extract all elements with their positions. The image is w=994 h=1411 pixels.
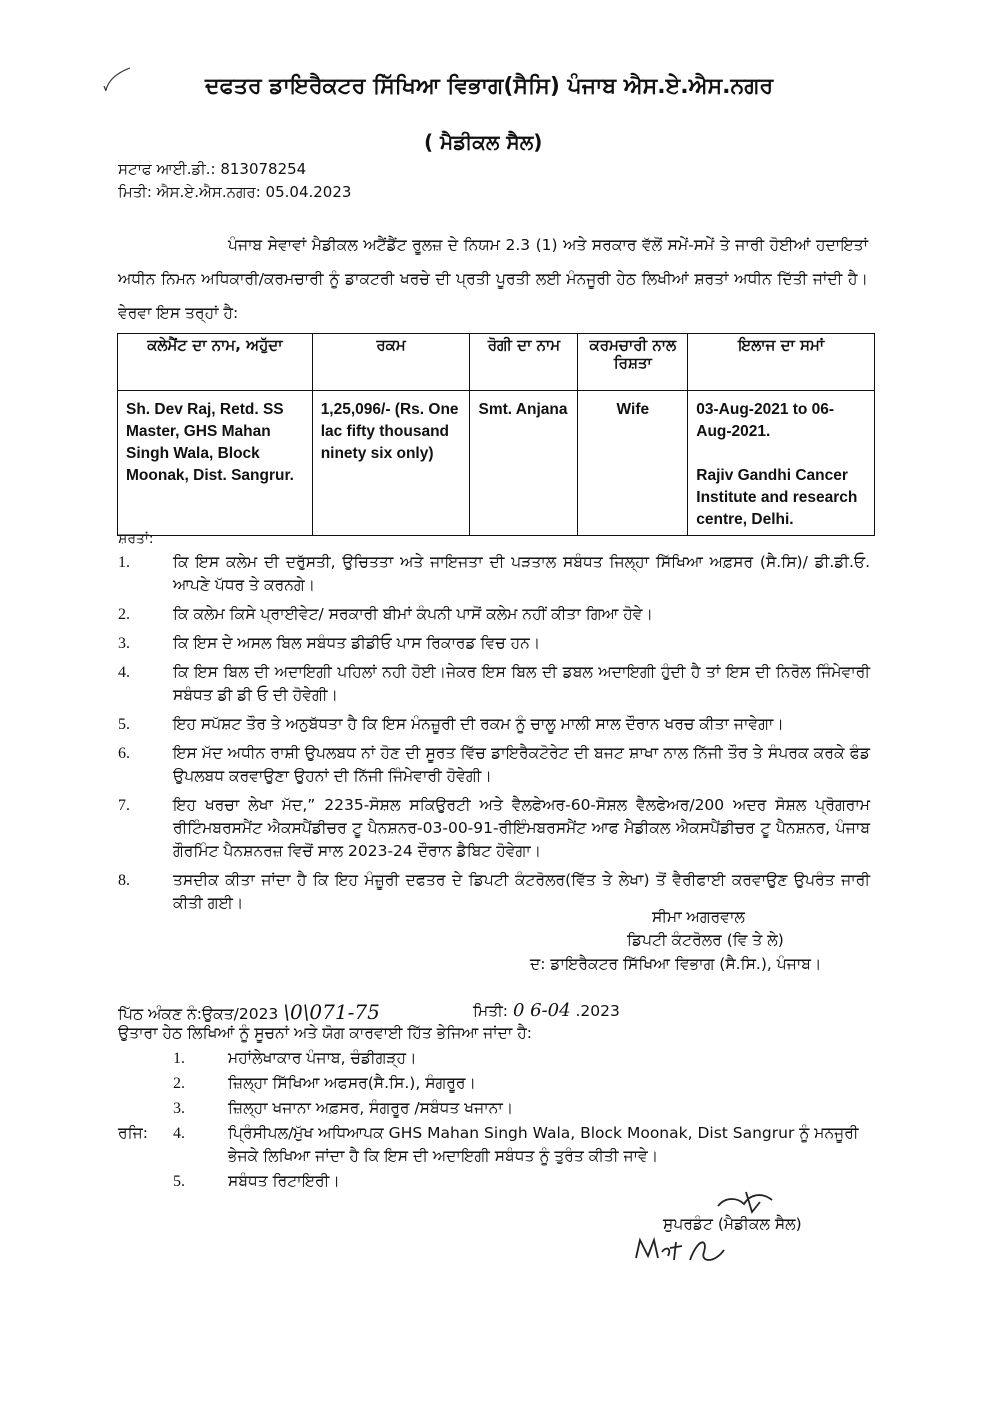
signature-mark-bottom (628, 1232, 738, 1272)
list-item (118, 632, 870, 655)
col-claimant-header: ਕਲੇਮੈਂਟ ਦਾ ਨਾਮ, ਅਹੁੱਦਾ (118, 334, 313, 391)
item-number: 5. (173, 1173, 185, 1190)
list-item (118, 742, 870, 788)
item-number: 1. (118, 554, 130, 571)
item-text: ਇਸ ਮੱਦ ਅਧੀਨ ਰਾਸ਼ੀ ਉਪਲਬਧ ਨਾਂ ਹੋਣ ਦੀ ਸੂਰਤ ਵਿੱਚ ਡਾਇਰੈਕਟੋਰੇਟ ਦੀ ਬਜਟ ਸ਼ਾਖਾ ਨਾਲ ਨਿੱਜੀ ਤੌਰ ਤੇ ਸੰਪਰਕ ਕਰਕੇ ਫੰਡ ਉਪਲਬਧ ਕਰਵਾਉਣਾ ਉਹਨਾਂ ਦੀ ਨਿੱਜੀ ਜਿੰਮੇਵਾਰੀ ਹੋਵੇਗੀ। (173, 744, 870, 785)
treatment-dates: 03-Aug-2021 to 06-Aug-2021. (696, 401, 835, 440)
item-text: ਜ਼ਿਲ੍ਹਾ ਸਿੱਖਿਆ ਅਫਸਰ(ਸੈ.ਸਿ.), ਸੰਗਰੂਰ। (228, 1074, 476, 1092)
list-item (118, 869, 870, 915)
endorsement-intro: ਉਤਾਰਾ ਹੇਠ ਲਿਖਿਆਂ ਨੂੰ ਸੂਚਨਾਂ ਅਤੇ ਯੋਗ ਕਾਰਵਾਈ ਹਿੱਤ ਭੇਜਿਆ ਜਾਂਦਾ ਹੈ: (118, 1024, 533, 1042)
endorsement-date-hand: 0 6-04 (512, 1000, 571, 1021)
registered-label: ਰਜਿ: (118, 1124, 148, 1142)
signatory-name: ਸੀਮਾ ਅਗਰਵਾਲ (652, 908, 745, 926)
cell-patient: Smt. Anjana (470, 391, 578, 536)
intro-paragraph: ਪੰਜਾਬ ਸੇਵਾਵਾਂ ਮੈਡੀਕਲ ਅਟੈਂਡੈਂਟ ਰੂਲਜ਼ ਦੇ ਨਿਯਮ 2.3 (1) ਅਤੇ ਸਰਕਾਰ ਵੱਲੋਂ ਸਮੇਂ-ਸਮੇਂ ਤੇ ਜਾਰੀ ਹੋਈਆਂ ਹਦਾਇਤਾਂ ਅਧੀਨ ਨਿਮਨ ਅਧਿਕਾਰੀ/ਕਰਮਚਾਰੀ ਨੂੰ ਡਾਕਟਰੀ ਖਰਚੇ ਦੀ ਪ੍ਰਤੀ ਪੂਰਤੀ ਲਈ ਮੰਨਜੂਰੀ ਹੇਠ ਲਿਖੀਆਂ ਸ਼ਰਤਾਂ ਅਧੀਨ ਦਿੱਤੀ ਜਾਂਦੀ ਹੈ। ਵੇਰਵਾ ਇਸ ਤਰ੍ਹਾਂ ਹੈ: (118, 236, 868, 322)
item-text: ਜ਼ਿਲ੍ਹਾ ਖਜਾਨਾ ਅਫ਼ਸਰ, ਸੰਗਰੂਰ /ਸਬੰਧਤ ਖਜਾਨਾ। (228, 1099, 514, 1117)
conditions-label: ਸ਼ਰਤਾਂ: (118, 531, 154, 547)
item-text: ਕਿ ਇਸ ਕਲੇਮ ਦੀ ਦਰੁੱਸਤੀ, ਉਚਿਤਤਾ ਅਤੇ ਜਾਇਜਤਾ ਦੀ ਪੜਤਾਲ ਸਬੰਧਤ ਜਿਲ੍ਹਾ ਸਿੱਖਿਆ ਅਫ਼ਸਰ (ਸੈ.ਸਿ)/ ਡੀ.ਡੀ.ਓ. ਆਪਣੇ ਪੱਧਰ ਤੇ ਕਰਨਗੇ। (173, 553, 870, 594)
item-number: 3. (118, 635, 130, 652)
list-item (118, 794, 870, 863)
item-number: 7. (118, 797, 130, 814)
list-item (118, 713, 870, 736)
signatory-office: ਦ: ਡਾਇਰੈਕਟਰ ਸਿੱਖਿਆ ਵਿਭਾਗ (ਸੈ.ਸਿ.), ਪੰਜਾਬ। (530, 955, 822, 973)
endorsement-date-prefix: ਮਿਤੀ: (473, 1002, 508, 1020)
office-title: ਦਫਤਰ ਡਾਇਰੈਕਟਰ ਸਿੱਖਿਆ ਵਿਭਾਗ(ਸੈਸਿ) ਪੰਜਾਬ ਐਸ.ਏ.ਐਸ.ਨਗਰ (205, 74, 774, 99)
item-text: ਇਹ ਖਰਚਾ ਲੇਖਾ ਮੱਦ,” 2235-ਸੋਸ਼ਲ ਸਕਿਉਰਟੀ ਅਤੇ ਵੈਲਫੇਅਰ-60-ਸੋਸ਼ਲ ਵੈਲਫੇਅਰ/200 ਅਦਰ ਸੋਸ਼ਲ ਪ੍ਰੋਗਰਾਮ ਰੀਟਿੰਮਬਰਸਮੈਂਟ ਐਕਸਪੈਂਡੀਚਰ ਟੂ ਪੈਨਸ਼ਨਰ-03-00-91-ਰੀਇੰਮਬਰਸਮੈਂਟ ਆਫ ਮੈਡੀਕਲ ਐਕਸਪੈਂਡੀਚਰ ਟੂ ਪੈਨਸ਼ਨਰ, ਪੰਜਾਬ ਗੌਰਮਿੰਟ ਪੈਨਸ਼ਨਰਜ਼ ਵਿਚੋਂ ਸਾਲ 2023-24 ਦੌਰਾਨ ਡੈਬਿਟ ਹੋਵੇਗਾ। (173, 796, 870, 860)
item-number: 8. (118, 872, 130, 889)
item-text: ਮਹਾਂਲੇਖਾਕਾਰ ਪੰਜਾਬ, ਚੰਡੀਗੜ੍ਹ। (228, 1049, 417, 1067)
item-text: ਕਿ ਕਲੇਮ ਕਿਸੇ ਪ੍ਰਾਈਵੇਟ/ ਸਰਕਾਰੀ ਬੀਮਾਂ ਕੰਪਨੀ ਪਾਸੋਂ ਕਲੇਮ ਨਹੀਂ ਕੀਤਾ ਗਿਆ ਹੋਵੇ। (173, 605, 653, 623)
claim-table (117, 333, 875, 536)
item-number: 5. (118, 716, 130, 733)
pen-mark (100, 60, 140, 96)
superintendent-label: ਸੁਪਰਡੰਟ (ਮੈਡੀਕਲ ਸੈਲ) (663, 1215, 802, 1233)
item-number: 2. (173, 1075, 185, 1092)
cell-title: ( ਮੈਡੀਕਲ ਸੈਲ) (424, 130, 543, 154)
hospital-name: Rajiv Gandhi Cancer Institute and research centre, Delhi. (696, 467, 858, 528)
item-number: 6. (118, 745, 130, 762)
table-row (118, 391, 875, 536)
item-text: ਤਸਦੀਕ ਕੀਤਾ ਜਾਂਦਾ ਹੈ ਕਿ ਇਹ ਮੰਜ਼ੂਰੀ ਦਫਤਰ ਦੇ ਡਿਪਟੀ ਕੰਟਰੋਲਰ(ਵਿੱਤ ਤੇ ਲੇਖਾ) ਤੋਂ ਵੈਰੀਫਾਈ ਕਰਵਾਉਣ ਉਪਰੰਤ ਜਾਰੀ ਕੀਤੀ ਗਈ। (173, 871, 870, 912)
table-header-row (118, 334, 875, 391)
signatory-designation: ਡਿਪਟੀ ਕੰਟਰੋਲਰ (ਵਿ ਤੇ ਲੇ) (627, 931, 784, 949)
cell-relation: Wife (578, 391, 688, 536)
list-item (118, 603, 870, 626)
item-text: ਇਹ ਸਪੱਸ਼ਟ ਤੌਰ ਤੇ ਅਨੁਬੱਧਤਾ ਹੈ ਕਿ ਇਸ ਮੰਨਜ਼ੂਰੀ ਦੀ ਰਕਮ ਨੂੰ ਚਾਲੂ ਮਾਲੀ ਸਾਲ ਦੌਰਾਨ ਖਰਚ ਕੀਤਾ ਜਾਵੇਗਾ। (173, 715, 784, 733)
item-number: 1. (173, 1050, 185, 1067)
list-item (118, 551, 870, 597)
item-text: ਕਿ ਇਸ ਬਿਲ ਦੀ ਅਦਾਇਗੀ ਪਹਿਲਾਂ ਨਹੀ ਹੋਈ।ਜੇਕਰ ਇਸ ਬਿਲ ਦੀ ਡਬਲ ਅਦਾਇਗੀ ਹੁੰਦੀ ਹੈ ਤਾਂ ਇਸ ਦੀ ਨਿਰੋਲ ਜਿੰਮੇਵਾਰੀ ਸਬੰਧਤ ਡੀ ਡੀ ਓ ਦੀ ਹੋਵੇਗੀ। (173, 663, 870, 704)
endorsement-ref-number: \0\071-75 (283, 1000, 380, 1024)
staff-id: ਸਟਾਫ ਆਈ.ਡੀ.: 813078254 (118, 160, 307, 178)
col-relation-header: ਕਰਮਚਾਰੀ ਨਾਲ ਰਿਸ਼ਤਾ (578, 334, 688, 391)
list-item (118, 661, 870, 707)
list-item (118, 1097, 870, 1120)
issue-date: ਮਿਤੀ: ਐਸ.ਏ.ਐਸ.ਨਗਰ: 05.04.2023 (118, 183, 352, 201)
item-number: 4. (118, 664, 130, 681)
list-item (118, 1122, 870, 1168)
col-period-header: ਇਲਾਜ ਦਾ ਸਮਾਂ (688, 334, 875, 391)
item-text: ਪ੍ਰਿੰਸੀਪਲ/ਮੁੱਖ ਅਧਿਆਪਕ GHS Mahan Singh Wala, Block Moonak, Dist Sangrur ਨੂੰ ਮਨਜੂਰੀ ਭੇਜਕੇ ਲਿਖਿਆ ਜਾਂਦਾ ਹੈ ਕਿ ਇਸ ਦੀ ਅਦਾਇਗੀ ਸਬੰਧਤ ਨੂੰ ਤੁਰੰਤ ਕੀਤੀ ਜਾਵੇ। (228, 1124, 859, 1165)
recipients-list (118, 1047, 870, 1195)
item-number: 4. (173, 1125, 185, 1142)
endorsement-date (473, 1000, 620, 1021)
endorsement-ref-prefix: ਪਿੱਠ ਅੰਕਣ ਨੰ:ਉਕਤ/2023 (118, 1005, 279, 1023)
item-number: 2. (118, 606, 130, 623)
col-patient-header: ਰੋਗੀ ਦਾ ਨਾਮ (470, 334, 578, 391)
list-item (118, 1072, 870, 1095)
col-amount-header: ਰਕਮ (312, 334, 470, 391)
endorsement-reference (118, 1000, 380, 1024)
cell-period (688, 391, 875, 536)
cell-amount: 1,25,096/- (Rs. One lac fifty thousand ninety six only) (312, 391, 470, 536)
list-item (118, 1047, 870, 1070)
endorsement-date-year: .2023 (575, 1002, 620, 1020)
cell-claimant: Sh. Dev Raj, Retd. SS Master, GHS Mahan Singh Wala, Block Moonak, Dist. Sangrur. (118, 391, 313, 536)
item-text: ਕਿ ਇਸ ਦੇ ਅਸਲ ਬਿਲ ਸਬੰਧਤ ਡੀਡੀਓ ਪਾਸ ਰਿਕਾਰਡ ਵਿਚ ਹਨ। (173, 634, 541, 652)
item-text: ਸਬੰਧਤ ਰਿਟਾਇਰੀ। (228, 1172, 340, 1190)
item-number: 3. (173, 1100, 185, 1117)
conditions-list (118, 551, 870, 921)
